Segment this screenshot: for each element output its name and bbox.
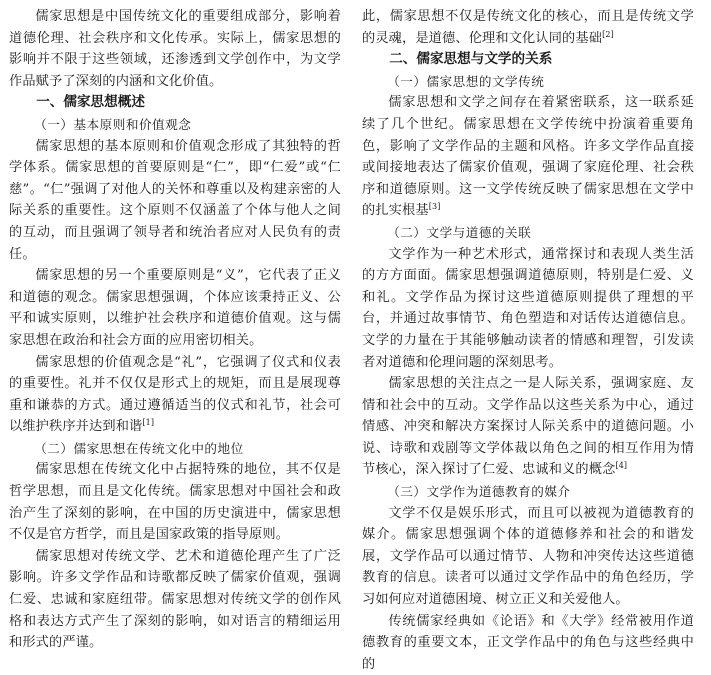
paragraph-status: 儒家思想在传统文化中占据特殊的地位，其不仅是哲学思想，而且是文化传统。儒家思想对中国社会和政治产生了深刻的影响，在中国的历史演进中，儒家思想不仅是官方哲学，而且是国家政策的指导原则。 [9, 462, 341, 543]
left-column [9, 6, 341, 651]
subsection-2-1-heading: （一）儒家思想的文学传统 [387, 73, 545, 89]
paragraph-literature-morality: 文学作为一种艺术形式，通常探讨和表现人类生活的方方面面。儒家思想强调道德原则，特别是仁爱、义和礼。文学作品为探讨这些道德原则提供了理想的平台，并通过故事情节、角色塑造和对话传达道德信息。文学的力量在于其能够触动读者的情感和理智，引发读者对道德和伦理问题的深刻思考。 [362, 246, 694, 370]
subsection-1-1-heading: （一）基本原则和价值观念 [34, 116, 192, 132]
paragraph-literary-tradition-text: 儒家思想和文学之间存在着紧密联系，这一联系延续了几个世纪。儒家思想在文学传统中扮演着重要角色，影响了文学作品的主题和风格。许多文学作品直接或间接地表达了儒家价值观，强调了家庭伦理、社会秩序和道德原则。这一文学传统反映了儒家思想在文学中的扎实根基 [362, 95, 694, 219]
subsection-1-2-heading: （二）儒家思想在传统文化中的地位 [34, 440, 244, 456]
paragraph-literary-tradition [362, 92, 694, 222]
paragraph-yi: 儒家思想的另一个重要原则是“义”，它代表了正义和道德的观念。儒家思想强调，个体应该秉持正义、公平和诚实原则，以维护社会秩序和道德价值观。这与儒家思想在政治和社会方面的应用密切相关。 [9, 268, 341, 348]
citation-1: [1] [142, 418, 155, 428]
subsection-2-2-heading: （二）文学与道德的关联 [387, 224, 532, 240]
paragraph-ren: 儒家思想的基本原则和价值观念形成了其独特的哲学体系。儒家思想的首要原则是“仁”，即“仁爱”或“仁慈”。“仁”强调了对他人的关怀和尊重以及构建亲密的人际关系的重要性。这个原则不仅涵盖了个体与他人之间的互动，而且强调了领导者和统治者应对人民负有的责任。 [9, 138, 341, 262]
citation-4: [4] [615, 461, 628, 471]
section-2-heading: 二、儒家思想与文学的关系 [389, 51, 553, 68]
intro-paragraph: 儒家思想是中国传统文化的重要组成部分，影响着道德伦理、社会秩序和文化传承。实际上，儒家思想的影响并不限于这些领域，还渗透到文学创作中，为文学作品赋予了深刻的内涵和文化价值。 [9, 9, 341, 89]
section-1-heading: 一、儒家思想概述 [36, 94, 145, 111]
paragraph-influence: 儒家思想对传统文学、艺术和道德伦理产生了广泛影响。许多文学作品和诗歌都反映了儒家价值观，强调仁爱、忠诚和家庭纽带。儒家思想对传统文学的创作风格和表达方式产生了深刻的影响，如对语言的精细运用和形式的严谨。 [9, 548, 341, 651]
paragraph-li [9, 352, 341, 438]
continued-paragraph [362, 6, 694, 49]
citation-3: [3] [428, 202, 441, 212]
paragraph-relationships-text: 儒家思想的关注点之一是人际关系，强调家庭、友情和社会中的互动。文学作品以这些关系为中心，通过情感、冲突和解决方案探讨人际关系中的道德问题。小说、诗歌和戏剧等文学体裁以角色之间的相互作用为情节核心，深入探讨了仁爱、忠诚和义的概念 [362, 376, 694, 478]
continued-paragraph-text: 此，儒家思想不仅是传统文化的核心，而且是传统文学的灵魂，是道德、伦理和文化认同的基础 [362, 9, 694, 46]
citation-2: [2] [602, 29, 614, 39]
paragraph-classics: 传统儒家经典如《论语》和《大学》经常被用作道德教育的重要文本，正文学作品中的角色与这些经典中的 [362, 613, 694, 672]
paragraph-li-text: 儒家思想的价值观念是“礼”，它强调了仪式和仪表的重要性。礼并不仅仅是形式上的规矩，而且是展现尊重和谦恭的方式。通过遵循适当的仪式和礼节，社会可以维护秩序并达到和谐 [9, 354, 341, 435]
paragraph-moral-education: 文学不仅是娱乐形式，而且可以被视为道德教育的媒介。儒家思想强调个体的道德修养和社会的和谐发展，文学作品可以通过情节、人物和冲突传达这些道德教育的信息。读者可以通过文学作品中的角色经历，学习如何应对道德困境、树立正义和关爱他人。 [362, 505, 694, 608]
subsection-2-3-heading: （三）文学作为道德教育的媒介 [387, 484, 571, 500]
paragraph-relationships [362, 373, 694, 481]
right-column [362, 6, 694, 672]
